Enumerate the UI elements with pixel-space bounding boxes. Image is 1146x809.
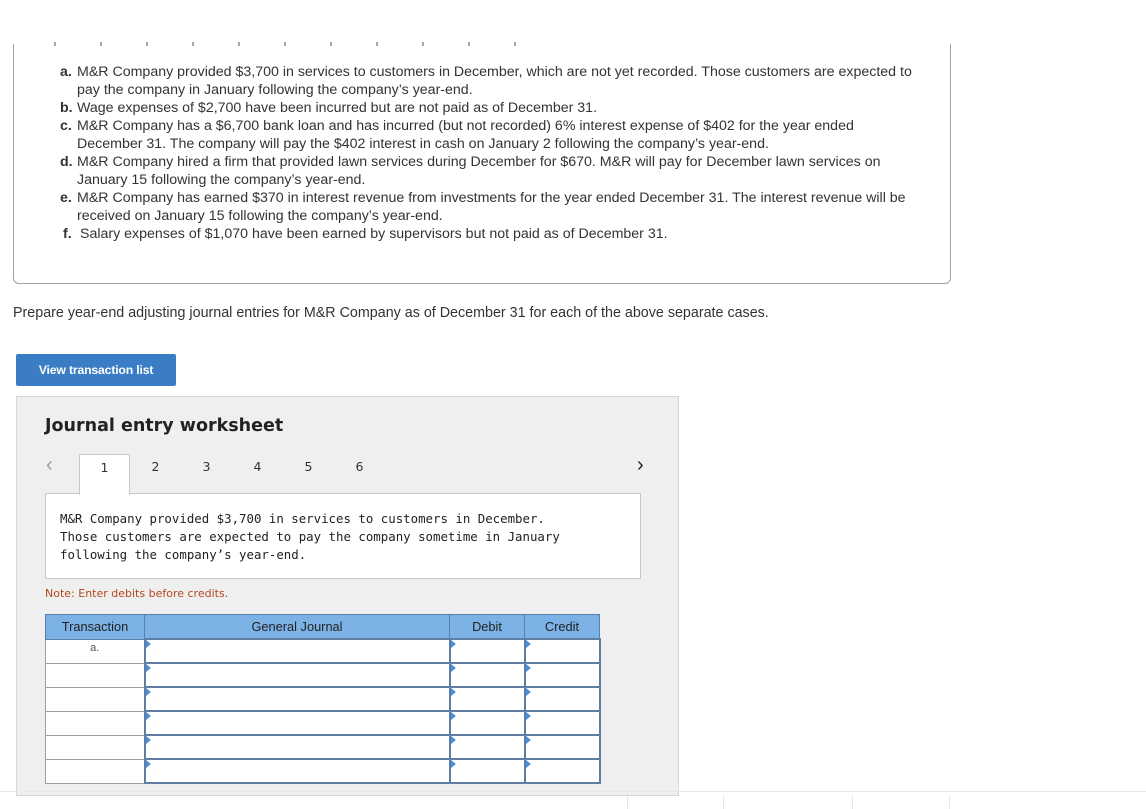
- case-c: [60, 117, 920, 153]
- journal-row: [46, 639, 600, 663]
- tab-2[interactable]: 2: [151, 459, 160, 474]
- header-debit: Debit: [450, 615, 525, 640]
- case-text: Wage expenses of $2,700 have been incurred but are not paid as of December 31.: [77, 100, 598, 116]
- header-transaction: Transaction: [46, 615, 145, 640]
- instructions: Prepare year-end adjusting journal entries for M&R Company as of December 31 for each of the above separate cases.: [13, 305, 769, 321]
- credit-input[interactable]: [525, 735, 600, 759]
- header-general-journal: General Journal: [145, 615, 450, 640]
- divider: [627, 796, 628, 809]
- worksheet-title: Journal entry worksheet: [45, 416, 284, 436]
- case-a: [60, 63, 920, 99]
- account-input[interactable]: [145, 687, 450, 711]
- view-transaction-list-button[interactable]: View transaction list: [16, 354, 176, 386]
- case-d: [60, 153, 920, 189]
- case-label: c.: [60, 118, 72, 134]
- tab-1[interactable]: 1: [79, 454, 130, 495]
- footer-strip: [0, 791, 1146, 809]
- previous-arrow-icon[interactable]: ‹: [46, 454, 53, 476]
- case-text: Salary expenses of $1,070 have been earned by supervisors but not paid as of December 31.: [80, 226, 668, 242]
- case-label: d.: [60, 154, 73, 170]
- case-text: M&R Company provided $3,700 in services to customers in December, which are not yet recorded. Those customers are expected to pay the company in January following the company’s year-end.: [77, 64, 912, 98]
- case-text: M&R Company hired a firm that provided lawn services during December for $670. M&R will pay for December lawn services on January 15 following the company’s year-end.: [77, 154, 881, 188]
- case-label: b.: [60, 100, 73, 116]
- case-list: [60, 63, 920, 243]
- journal-table: [45, 614, 601, 784]
- journal-row: [46, 687, 600, 711]
- case-b: [60, 99, 920, 117]
- case-text: M&R Company has a $6,700 bank loan and has incurred (but not recorded) 6% interest expense of $402 for the year ended December 31. The company will pay the $402 interest in cash on January 2 following the company’s year-end.: [77, 118, 854, 152]
- header-credit: Credit: [525, 615, 600, 640]
- case-text: M&R Company has earned $370 in interest revenue from investments for the year ended December 31. The interest revenue will be received on January 15 following the company’s year-end.: [77, 190, 906, 224]
- transaction-description-box: [45, 493, 641, 579]
- transaction-cell: [46, 759, 145, 783]
- divider: [949, 796, 950, 809]
- journal-row: [46, 663, 600, 687]
- transaction-cell: [46, 735, 145, 759]
- case-label: e.: [60, 190, 72, 206]
- credit-input[interactable]: [525, 711, 600, 735]
- case-label: f.: [63, 226, 72, 242]
- cut-off-text: [54, 42, 534, 46]
- account-input[interactable]: [145, 711, 450, 735]
- divider: [723, 796, 724, 809]
- transaction-description: M&R Company provided $3,700 in services to customers in December. Those customers are expected to pay the company sometime in January following the company’s year-end.: [60, 511, 560, 562]
- tab-6[interactable]: 6: [355, 459, 364, 474]
- debit-input[interactable]: [450, 711, 525, 735]
- case-f: [63, 225, 920, 243]
- credit-input[interactable]: [525, 759, 600, 783]
- journal-row: [46, 735, 600, 759]
- debit-input[interactable]: [450, 759, 525, 783]
- debit-input[interactable]: [450, 735, 525, 759]
- transaction-cell: a.: [46, 639, 145, 663]
- credit-input[interactable]: [525, 639, 600, 663]
- debit-input[interactable]: [450, 639, 525, 663]
- account-input[interactable]: [145, 639, 450, 663]
- debit-input[interactable]: [450, 663, 525, 687]
- debit-input[interactable]: [450, 687, 525, 711]
- transaction-cell: [46, 663, 145, 687]
- tab-4[interactable]: 4: [253, 459, 262, 474]
- next-arrow-icon[interactable]: ›: [637, 454, 644, 476]
- tab-5[interactable]: 5: [304, 459, 313, 474]
- journal-entry-worksheet: [16, 396, 679, 796]
- account-input[interactable]: [145, 663, 450, 687]
- journal-header-row: [46, 615, 600, 640]
- tab-3[interactable]: 3: [202, 459, 211, 474]
- account-input[interactable]: [145, 759, 450, 783]
- problem-box: [13, 44, 951, 284]
- journal-row: [46, 759, 600, 783]
- entry-note: Note: Enter debits before credits.: [45, 587, 229, 600]
- credit-input[interactable]: [525, 687, 600, 711]
- case-e: [60, 189, 920, 225]
- account-input[interactable]: [145, 735, 450, 759]
- divider: [852, 796, 853, 809]
- case-label: a.: [60, 64, 72, 80]
- transaction-cell: [46, 687, 145, 711]
- journal-row: [46, 711, 600, 735]
- credit-input[interactable]: [525, 663, 600, 687]
- transaction-cell: [46, 711, 145, 735]
